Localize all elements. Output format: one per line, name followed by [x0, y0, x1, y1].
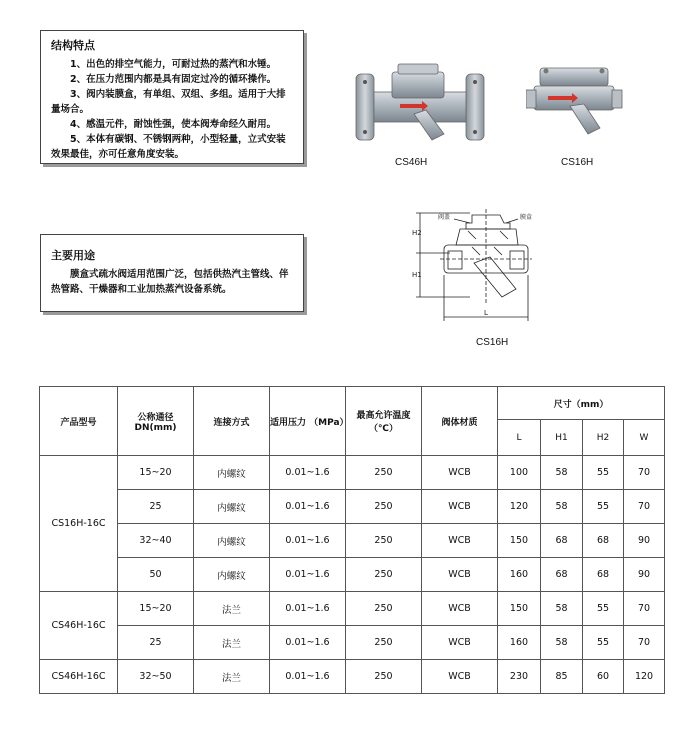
cell-h1: 58	[541, 626, 583, 660]
header-model: 产品型号	[40, 387, 118, 456]
cell-h2: 55	[583, 490, 624, 524]
cs16h-valve-image	[526, 62, 626, 152]
cell-l: 160	[498, 626, 541, 660]
header-material: 阀体材质	[422, 387, 498, 456]
cell-l: 230	[498, 660, 541, 694]
table-row	[40, 558, 665, 592]
cell-dn: 25	[118, 490, 194, 524]
header-dim-h2: H2	[583, 420, 624, 456]
cell-temperature: 250	[346, 490, 422, 524]
cell-l: 150	[498, 592, 541, 626]
features-panel	[40, 30, 304, 164]
cell-h1: 58	[541, 592, 583, 626]
cell-connection: 内螺纹	[194, 558, 270, 592]
cell-material: WCB	[422, 660, 498, 694]
cell-h2: 55	[583, 592, 624, 626]
cell-h2: 60	[583, 660, 624, 694]
feature-item: 5、本体有碳钢、不锈钢两种，小型轻量，立式安装效果最佳，亦可任意角度安装。	[51, 134, 286, 160]
cell-temperature: 250	[346, 558, 422, 592]
features-title: 结构特点	[51, 39, 95, 52]
cell-l: 120	[498, 490, 541, 524]
cell-connection: 法兰	[194, 626, 270, 660]
cell-h1: 68	[541, 524, 583, 558]
cell-h1: 85	[541, 660, 583, 694]
cell-model: CS46H-16C	[40, 660, 118, 694]
cell-h1: 58	[541, 490, 583, 524]
cell-connection: 法兰	[194, 592, 270, 626]
cell-l: 100	[498, 456, 541, 490]
cell-material: WCB	[422, 626, 498, 660]
cell-connection: 内螺纹	[194, 456, 270, 490]
cs16h-caption: CS16H	[561, 157, 594, 168]
cell-material: WCB	[422, 592, 498, 626]
cell-w: 70	[624, 592, 665, 626]
table-row	[40, 490, 665, 524]
cell-temperature: 250	[346, 660, 422, 694]
cell-material: WCB	[422, 456, 498, 490]
cell-h1: 58	[541, 456, 583, 490]
cs46h-valve-image	[352, 52, 488, 152]
feature-item: 3、阀内装膜盒，有单组、双组、多组。适用于大排量场合。	[51, 89, 286, 115]
feature-item: 1、出色的排空气能力，可耐过热的蒸汽和水锤。	[70, 59, 277, 70]
feature-item: 2、在压力范围内都是具有固定过冷的循环操作。	[70, 74, 277, 85]
cell-h1: 68	[541, 558, 583, 592]
cell-h2: 68	[583, 558, 624, 592]
header-dim-w: W	[624, 420, 665, 456]
cell-pressure: 0.01~1.6	[270, 660, 346, 694]
cell-w: 70	[624, 626, 665, 660]
table-row	[40, 456, 665, 490]
cell-dn: 50	[118, 558, 194, 592]
cell-temperature: 250	[346, 524, 422, 558]
cell-temperature: 250	[346, 592, 422, 626]
cs16h-technical-drawing	[410, 205, 560, 333]
cell-temperature: 250	[346, 456, 422, 490]
cell-h2: 55	[583, 456, 624, 490]
cell-model: CS16H-16C	[40, 456, 118, 592]
cell-w: 70	[624, 490, 665, 524]
cell-w: 90	[624, 558, 665, 592]
cell-pressure: 0.01~1.6	[270, 558, 346, 592]
cs46h-caption: CS46H	[395, 157, 428, 168]
cell-model: CS46H-16C	[40, 592, 118, 660]
cell-dn: 15~20	[118, 456, 194, 490]
cell-pressure: 0.01~1.6	[270, 524, 346, 558]
cell-w: 70	[624, 456, 665, 490]
cell-h2: 55	[583, 626, 624, 660]
cell-dn: 25	[118, 626, 194, 660]
cell-connection: 法兰	[194, 660, 270, 694]
drawing-label-h1: H1	[412, 271, 422, 279]
header-dn: 公称通径 DN(mm)	[118, 387, 194, 456]
cell-material: WCB	[422, 558, 498, 592]
header-temperature: 最高允许温度 （℃）	[346, 387, 422, 456]
drawing-note-left: 阀盖	[438, 214, 451, 221]
cell-pressure: 0.01~1.6	[270, 490, 346, 524]
cell-connection: 内螺纹	[194, 524, 270, 558]
cell-connection: 内螺纹	[194, 490, 270, 524]
cell-l: 150	[498, 524, 541, 558]
cell-dn: 15~20	[118, 592, 194, 626]
cell-h2: 68	[583, 524, 624, 558]
usage-panel	[40, 234, 304, 312]
drawing-label-h2: H2	[412, 229, 422, 237]
header-connection: 连接方式	[194, 387, 270, 456]
cell-pressure: 0.01~1.6	[270, 626, 346, 660]
cell-material: WCB	[422, 524, 498, 558]
cell-temperature: 250	[346, 626, 422, 660]
drawing-note-right: 膜盒	[520, 214, 533, 221]
feature-item: 4、感温元件，耐蚀性强，使本阀寿命经久耐用。	[70, 119, 277, 130]
header-dim-l: L	[498, 420, 541, 456]
table-row	[40, 592, 665, 626]
cell-material: WCB	[422, 490, 498, 524]
cell-l: 160	[498, 558, 541, 592]
cell-pressure: 0.01~1.6	[270, 592, 346, 626]
header-dimensions: 尺寸（mm）	[498, 387, 665, 420]
usage-title: 主要用途	[51, 249, 95, 262]
cell-dn: 32~40	[118, 524, 194, 558]
table-row	[40, 524, 665, 558]
cell-w: 90	[624, 524, 665, 558]
cell-dn: 32~50	[118, 660, 194, 694]
drawing-label-l: L	[484, 309, 488, 317]
cell-pressure: 0.01~1.6	[270, 456, 346, 490]
header-pressure: 适用压力 （MPa）	[270, 387, 346, 456]
spec-table	[39, 386, 665, 694]
usage-text: 膜盒式疏水阀适用范围广泛，包括供热汽主管线、伴热管路、干燥器和工业加热蒸汽设备系统。	[51, 269, 289, 295]
table-row	[40, 660, 665, 694]
cell-w: 120	[624, 660, 665, 694]
table-row	[40, 626, 665, 660]
spec-table-body	[40, 456, 665, 694]
header-dim-h1: H1	[541, 420, 583, 456]
drawing-caption: CS16H	[476, 337, 509, 348]
